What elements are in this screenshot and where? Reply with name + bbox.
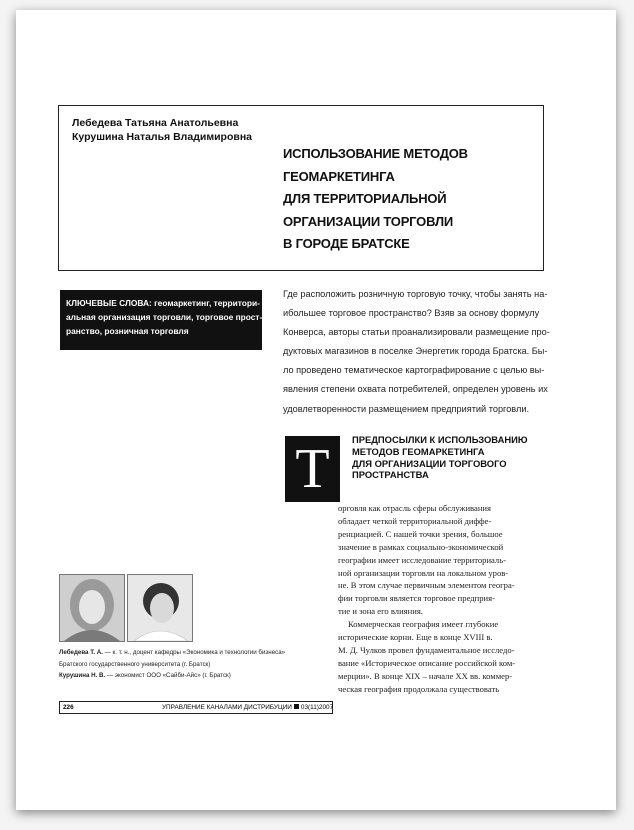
body-line: орговля как отрасль сферы обслуживания: [338, 503, 491, 513]
abstract-line: Конверса, авторы статьи проанализировали размещение про-: [283, 327, 550, 338]
author-names: [72, 116, 252, 144]
abstract-line: ибольшее торговое пространство? Взяв за основу формулу: [283, 308, 540, 319]
keywords-line: КЛЮЧЕВЫЕ СЛОВА: геомаркетинг, территори-: [66, 298, 260, 308]
title-line: ИСПОЛЬЗОВАНИЕ МЕТОДОВ: [283, 146, 468, 161]
caption-author-info: — к. т. н., доцент кафедры «Экономика и технологии бизнеса»: [102, 649, 286, 656]
body-line: исторические корни. Еще в конце XVIII в.: [338, 632, 493, 643]
square-bullet-icon: [294, 704, 299, 709]
body-line: фии торговли является торговое предприя-: [338, 593, 495, 604]
section-heading-line: ДЛЯ ОРГАНИЗАЦИИ ТОРГОВОГО: [352, 457, 507, 469]
portrait-image: [60, 575, 124, 641]
caption-author-name: Курушина Н. В.: [59, 672, 106, 679]
caption-line: [59, 647, 339, 659]
keywords-line: ранство, розничная торговля: [66, 326, 189, 336]
page-footer: [59, 701, 333, 714]
drop-cap: Т: [285, 436, 340, 502]
caption-line: [59, 670, 339, 682]
author-captions: [59, 647, 339, 682]
caption-author-name: Лебедева Т. А.: [59, 649, 103, 656]
section-heading-line: ПРОСТРАНСТВА: [352, 469, 429, 481]
caption-author-info: — экономист ООО «Сайби-Айс» (г. Братск): [105, 672, 231, 679]
title-line: ДЛЯ ТЕРРИТОРИАЛЬНОЙ: [283, 191, 447, 206]
body-line: ной организации торговли на локальном уров-: [338, 567, 509, 578]
author-name: Лебедева Татьяна Анатольевна: [72, 117, 239, 129]
abstract-line: ло проведено тематическое картографирование с целью вы-: [283, 365, 545, 376]
body-line: ренциацией. С нашей точки зрения, большое: [338, 528, 503, 539]
body-line: не. В этом случае первичным элементом геогра-: [338, 580, 515, 591]
body-line: мерции». В конце XIX – начале XX вв. коммер-: [338, 670, 513, 681]
author-photo-kurushina: [127, 574, 193, 642]
abstract-line: дуктовых магазинов в поселке Энергетик города Братска. Бы-: [283, 346, 548, 357]
author-name: Курушина Наталья Владимировна: [72, 131, 253, 143]
abstract-line: явления степени охвата потребителей, определен уровень их: [283, 384, 548, 395]
portrait-image: [128, 575, 192, 641]
keywords-box: [60, 290, 262, 350]
body-line: тие и зона его влияния.: [338, 606, 423, 617]
caption-line: Братского государственного университета (г. Братск): [59, 660, 211, 668]
title-line: ГЕОМАРКЕТИНГА: [283, 168, 395, 184]
page-number: 226: [63, 704, 74, 711]
title-line: ОРГАНИЗАЦИИ ТОРГОВЛИ: [283, 213, 454, 229]
body-line: Коммерческая география имеет глубокие: [348, 619, 499, 630]
section-heading-line: МЕТОДОВ ГЕОМАРКЕТИНГА: [352, 445, 485, 457]
journal-issue: 03(11)2007: [300, 704, 334, 711]
section-heading-line: ПРЕДПОСЫЛКИ К ИСПОЛЬЗОВАНИЮ: [352, 434, 528, 445]
body-line: значение в рамках социально-экономической: [338, 541, 504, 552]
body-line: вание «Историческое описание российской ком-: [338, 657, 516, 668]
body-text: [338, 502, 542, 696]
abstract: [283, 285, 550, 419]
body-line: ческая география продолжала существовать: [338, 683, 500, 694]
abstract-line: удовлетворенности размещением предприятий торговли.: [283, 403, 530, 414]
keywords-line: альная организация торговли, торговое прост-: [66, 312, 263, 322]
section-heading: [352, 434, 552, 481]
journal-name: УПРАВЛЕНИЕ КАНАЛАМИ ДИСТРИБУЦИИ: [162, 704, 292, 711]
body-line: М. Д. Чулков провел фундаментальное исследо-: [338, 644, 515, 655]
body-line: обладает четкой территориальной диффе-: [338, 515, 492, 526]
title-line: В ГОРОДЕ БРАТСКЕ: [283, 236, 410, 251]
body-line: географии имеет исследование территориаль-: [338, 554, 507, 565]
author-photo-lebedeva: [59, 574, 125, 642]
journal-name-line: [162, 702, 333, 713]
article-title: [283, 143, 523, 256]
abstract-line: Где расположить розничную торговую точку, чтобы занять на-: [283, 289, 548, 299]
